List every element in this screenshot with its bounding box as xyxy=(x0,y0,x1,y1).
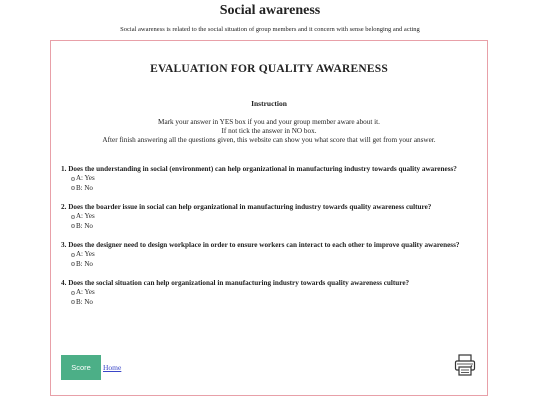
option-label: A: Yes xyxy=(76,288,95,296)
option-no[interactable] xyxy=(61,184,473,194)
page-title: Social awareness xyxy=(219,3,321,18)
printer-icon[interactable] xyxy=(453,353,477,377)
option-label: B: No xyxy=(76,221,93,230)
option-yes[interactable] xyxy=(61,250,473,260)
option-label: A: Yes xyxy=(76,212,95,220)
option-label: B: No xyxy=(76,297,93,306)
radio-button[interactable] xyxy=(71,262,75,266)
option-no[interactable] xyxy=(61,260,473,270)
option-label: B: No xyxy=(76,183,93,192)
option-no[interactable] xyxy=(61,222,473,232)
radio-button[interactable] xyxy=(71,300,75,304)
question-text: 2. Does the boarder issue in social can help organizational in manufacturing industry towards quality awareness culture? xyxy=(61,203,432,211)
option-yes[interactable] xyxy=(61,288,473,298)
option-label: A: Yes xyxy=(76,174,95,182)
question-list xyxy=(61,165,473,317)
option-no[interactable] xyxy=(61,298,473,308)
score-button[interactable]: Score xyxy=(61,355,101,380)
radio-button[interactable] xyxy=(71,215,75,219)
evaluation-title: EVALUATION FOR QUALITY AWARENESS xyxy=(150,63,388,75)
instruction-heading: Instruction xyxy=(251,99,287,108)
evaluation-panel xyxy=(50,40,488,396)
instruction-line: After finish answering all the questions given, this website can show you what score that will get from your answer. xyxy=(102,136,436,144)
question-text: 3. Does the designer need to design workplace in order to ensure workers can interact to each other to improve quality awareness? xyxy=(61,241,460,249)
radio-button[interactable] xyxy=(71,186,75,190)
question-text: 1. Does the understanding in social (environment) can help organizational in manufacturing industry towards quality awareness? xyxy=(61,165,457,173)
home-link[interactable]: Home xyxy=(103,363,122,372)
option-label: A: Yes xyxy=(76,250,95,258)
instruction-line: Mark your answer in YES box if you and your group member aware about it. xyxy=(158,118,380,126)
question-1 xyxy=(61,165,473,193)
radio-button[interactable] xyxy=(71,224,75,228)
instruction-text xyxy=(51,118,487,145)
page-subtitle: Social awareness is related to the social situation of group members and it concern with sense belonging and acting xyxy=(120,26,420,33)
instruction-line: If not tick the answer in NO box. xyxy=(221,127,317,135)
option-yes[interactable] xyxy=(61,174,473,184)
printer-icon-graphic xyxy=(453,353,477,377)
radio-button[interactable] xyxy=(71,177,75,181)
question-2 xyxy=(61,203,473,231)
question-text: 4. Does the social situation can help organizational in manufacturing industry towards quality awareness culture? xyxy=(61,279,410,287)
question-4 xyxy=(61,279,473,307)
radio-button[interactable] xyxy=(71,253,75,257)
option-yes[interactable] xyxy=(61,212,473,222)
question-3 xyxy=(61,241,473,269)
radio-button[interactable] xyxy=(71,291,75,295)
option-label: B: No xyxy=(76,259,93,268)
